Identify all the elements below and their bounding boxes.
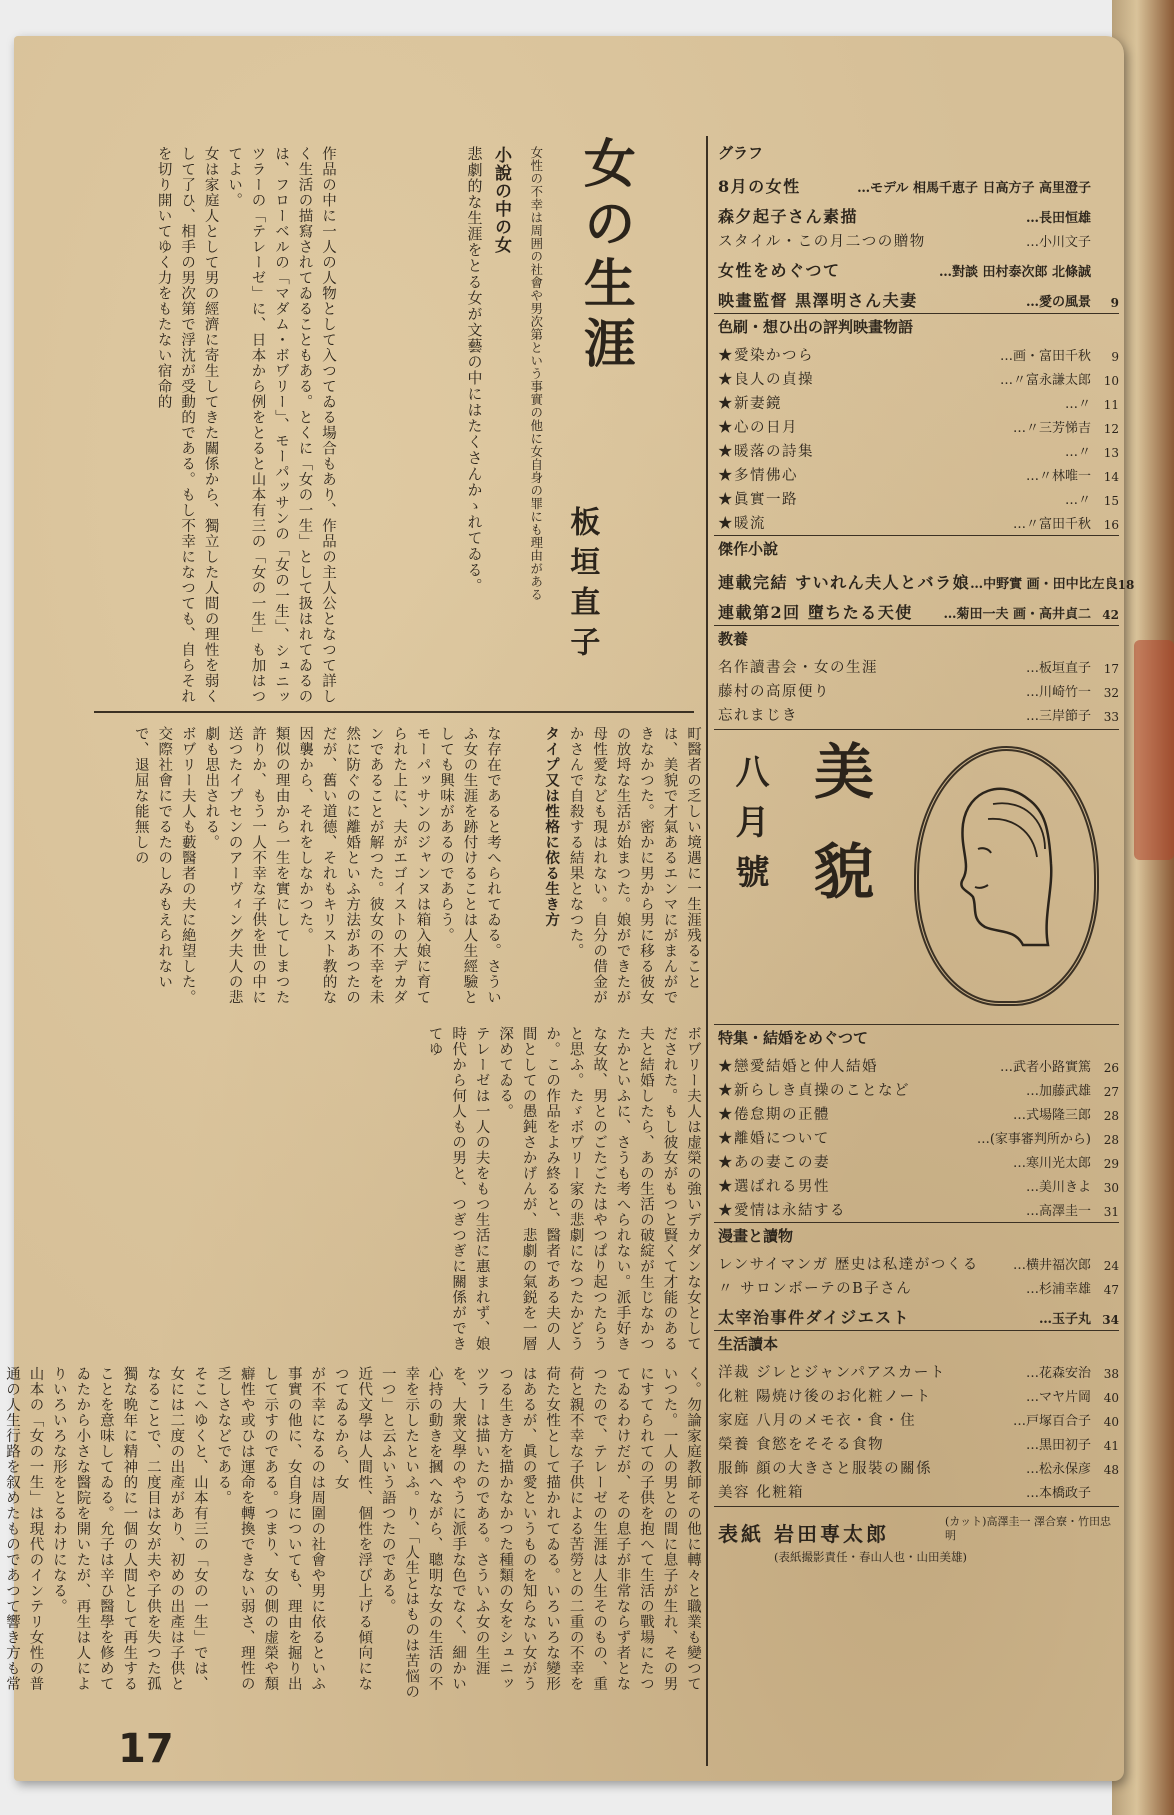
paragraph: 山本の「女の一生」は現代のインテリ女性の普通の人生行路を叙めたものであつて響き方も常 xyxy=(3,1366,44,1692)
paragraph: な存在であると考へられてゐる。さういふ女の生涯を跡付けることは人生經驗としても興味があるのであらう。 xyxy=(438,726,501,1005)
paragraph: く。勿論家庭教師その他に轉々と職業も變つていつた。一人の男との間に息子が生れ、その男にすてられての子供を抱へて生活の戰場にたつてゐるわけだが、その息子が非常ならず者となつたので、テレーゼの生涯は人生そのもの、重荷と親不幸な子供による苦勞との二重の不幸を荷た女性として描かれてゐる。いろいろな變形はあるが、眞の愛というものを知らない女がうつる生き方を描かなかつた種類の女をシュニッツラーは描いたのである。さういふ女の生涯を、大衆文學のやうに派手な色でなく、細かい心持の動きを摑へながら、聰明な女の生活の不幸を示したといふ。り、「人生とはものは苦悩の一つ」と云ふいう語つたのである。 xyxy=(379,1366,701,1700)
toc-row[interactable]: 8月の女性 …モデル 相馬千恵子 日高方子 高里澄子 xyxy=(718,177,1091,196)
paragraph: ボヷリー夫人も藪醫者の夫に絶望した。交際社會にでるたのしみもえられないで、退屈な能無しの xyxy=(132,726,196,1005)
article-title: 女の生涯 xyxy=(574,136,636,376)
paragraph: そこへゆくと、山本有三の「女の一生」では、女には二度の出產があり、初めの出產は子供となることで、二度目は女が夫や子供を失つた孤獨な晩年に精神的に一個の人間として再生することを意味してゐる。允子は辛ひ醫學を修めてゐたから小さな醫院を開いたが、再生は人によりいろいろな形をとるわけになる。 xyxy=(50,1366,208,1692)
woman-profile-icon xyxy=(933,769,1073,969)
table-of-contents xyxy=(714,136,1135,1564)
toc-row[interactable]: ★愛染かつら …画・富田千秋 9 xyxy=(718,347,1119,364)
article-section-heading-block xyxy=(344,146,514,706)
article-block-5 xyxy=(3,1366,704,1706)
section-heading: タイプ又は性格に依る生き方 xyxy=(543,726,561,928)
toc-section-culture xyxy=(714,625,1119,723)
toc-row[interactable]: 森夕起子さん素描 …長田恒雄 xyxy=(718,207,1091,226)
toc-row[interactable]: 服飾 顔の大きさと服裝の關係 …松永保彦 48 xyxy=(718,1460,1119,1477)
cameo-portrait-icon xyxy=(914,746,1099,1006)
editors-credit: (表紙撮影責任・春山人也・山田美雄) xyxy=(774,1549,967,1564)
toc-row[interactable]: 榮養 食慾をそそる食物 …黒田初子 41 xyxy=(718,1436,1119,1453)
magazine-title: 美貌 xyxy=(804,740,874,940)
toc-row[interactable]: ★戀愛結婚と仲人結婚 …武者小路實篤 26 xyxy=(718,1058,1119,1075)
toc-row[interactable]: 太宰治事件ダイジエスト …玉子丸 34 xyxy=(718,1308,1119,1327)
toc-row[interactable]: レンサイマンガ 歴史は私達がつくる …横井福次郎 24 xyxy=(718,1256,1119,1273)
toc-section-heading: 傑作小說 xyxy=(714,535,1119,561)
toc-row[interactable]: 化粧 陽焼け後のお化粧ノート …マヤ片岡 40 xyxy=(718,1388,1119,1405)
page-number: 17 xyxy=(118,1726,174,1772)
article-block-3 xyxy=(434,726,704,1016)
toc-row[interactable]: ★新妻鏡 …〃 11 xyxy=(718,395,1119,412)
toc-row[interactable]: 連載完結 すいれん夫人とバラ娘 …中野實 画・田中比左良 18 xyxy=(718,573,1135,592)
paragraph: が不幸になるのは周圍の社會や男に依るといふ事實の他に、女自身についても、理由を掘り出して示すのである。つまり、女の側の虚榮や頽癖性や或ひは運命を轉換できない弱さ、理性の乏しさなどである。 xyxy=(215,1366,326,1692)
toc-section-novels xyxy=(714,535,1135,622)
paragraph: 作品の中に一人の人物として入つてゐる場合もあり、作品の主人公となつて詳しく生活の描寫されてゐることもある。とくに「女の一生」として扱はれてゐるのは、フローベルの「マダム・ボヷリー」、モーパッサンの「女の一生」、シュニッツラーの「テレーゼ」に、日本から例をとると山本有三の「女の一生」も加はつてよい。 xyxy=(226,146,336,705)
article-subtitle: 女性の不幸は周囲の社會や男次第という事實の他に女自身の罪にも理由がある xyxy=(528,146,544,601)
toc-row[interactable]: スタイル・この月二つの贈物 …小川文子 xyxy=(718,233,1091,250)
article-author: 板垣直子 xyxy=(564,506,600,666)
toc-row[interactable]: ★心の日月 …〃三芳悌吉 12 xyxy=(718,419,1119,436)
toc-row[interactable]: 美容 化粧箱 …本橋政子 xyxy=(718,1484,1091,1501)
toc-row[interactable]: 女性をめぐつて …對談 田村泰次郎 北條誠 xyxy=(718,261,1091,280)
toc-section-heading: 漫畫と讀物 xyxy=(714,1222,1119,1248)
toc-section-heading: 生活讀本 xyxy=(714,1330,1119,1356)
toc-section-heading: 教養 xyxy=(714,625,1119,651)
toc-section-graph xyxy=(714,140,1119,309)
cover-extra: (カット)高澤圭一 澤合寮・竹田忠明 xyxy=(945,1515,1111,1543)
paragraph: モーパッサンのジャンヌは箱入娘に育てられた上に、夫がエゴイストの大デカダンであることが解つた。彼女の不幸を未然に防ぐのに離婚といふ方法があつたのだが、舊い道德、それもキリスト教的な因襲から、それをしなかつた。 xyxy=(297,726,431,1005)
toc-row[interactable]: ★暖流 …〃富田千秋 16 xyxy=(718,515,1119,532)
paragraph: 町醫者の乏しい境遇に一生涯残ることは、美貌で才氣あるエンマにがまんができなかつた。密かに男から男に移る彼女の放埒な生活が始まつた。娘ができたが母性愛なども現はれない。自分の借金がかさんで自殺する結果となつた。 xyxy=(567,726,701,1005)
toc-section-color-films xyxy=(714,313,1119,531)
toc-section-marriage xyxy=(714,1024,1119,1218)
toc-row[interactable]: ★あの妻この妻 …寒川光太郎 29 xyxy=(718,1154,1119,1171)
toc-section-manga xyxy=(714,1222,1119,1326)
cover-credit xyxy=(714,1506,1119,1544)
paragraph: テレーゼは一人の夫をもつ生活に惠まれず、娘時代から何人もの男と、つぎつぎに關係ができてゆ xyxy=(426,1026,490,1352)
toc-section-heading: 特集・結婚をめぐつて xyxy=(714,1024,1119,1050)
toc-row[interactable]: 映畫監督 黒澤明さん夫妻 …愛の風景 9 xyxy=(718,291,1119,310)
section-heading: 小說の中の女 xyxy=(491,146,511,254)
toc-section-lifestyle xyxy=(714,1330,1119,1500)
upper-rule xyxy=(94,711,694,713)
toc-row[interactable]: 連載第2回 墮ちたる天使 …菊田一夫 画・高井貞二 42 xyxy=(718,603,1119,622)
toc-row[interactable]: 忘れまじき …三岸節子 33 xyxy=(718,707,1119,724)
toc-section-heading: 色刷・想ひ出の評判映畫物語 xyxy=(714,313,1119,339)
toc-row[interactable]: ★多情佛心 …〃林唯一 14 xyxy=(718,467,1119,484)
paragraph: 類似の理由から一生を實にしてしまつた許りか、もう一人不幸な子供を世の中に送つたイプセンのアーヴィング夫人の悲劇も思出される。 xyxy=(203,726,290,1005)
paragraph: ボヷリー夫人は虚榮の強いデカダンな女としてだされた。もし彼女がもつと賢くて才能のある夫と結婚したら、あの生活の破綻が生じなかつたかといふに、さうも考へられない。派手好きな女故、男とのごたごたはやつぱり起つたらうと思ふ。たゞボヷリー家の悲劇になつたかどうか。この作品をよみ終ると、醫者である夫の人間としての愚鈍さかげんが、悲劇の氣鋭を一層深めてゐる。 xyxy=(497,1026,701,1352)
toc-row[interactable]: ★離婚について …(家事審判所から) 28 xyxy=(718,1130,1119,1147)
toc-row[interactable]: ★選ばれる男性 …美川きよ 30 xyxy=(718,1178,1119,1195)
issue-label: 八月號 xyxy=(729,754,769,904)
column-rule xyxy=(706,136,708,1766)
article-block-1 xyxy=(99,146,339,706)
toc-row[interactable]: 〃 サロンボーテのB子さん …杉浦幸雄 47 xyxy=(718,1280,1119,1297)
toc-row[interactable]: ★新らしき貞操のことなど …加藤武雄 27 xyxy=(718,1082,1119,1099)
toc-section-heading: グラフ xyxy=(718,144,764,162)
magazine-page xyxy=(3,36,1135,1781)
toc-row[interactable]: ★倦怠期の正體 …式場隆三郎 28 xyxy=(718,1106,1119,1123)
paragraph: 近代文學は人間性、個性を浮び上げる傾向になつてゐるから、女 xyxy=(332,1366,373,1692)
toc-row[interactable]: 藤村の高原便り …川崎竹一 32 xyxy=(718,683,1119,700)
toc-row[interactable]: ★眞實一路 …〃 15 xyxy=(718,491,1119,508)
masthead xyxy=(714,729,1119,1020)
toc-row[interactable]: ★愛情は永結する …高澤圭一 31 xyxy=(718,1202,1119,1219)
article-block-4 xyxy=(104,1026,704,1356)
paragraph: 悲劇的な生涯をとる女が文藝の中にはたくさんかゝれてゐる。 xyxy=(465,146,484,594)
toc-row[interactable]: 洋裁 ジレとジャンパアスカート …花森安治 38 xyxy=(718,1364,1119,1381)
toc-row[interactable]: 名作讀書会・女の生涯 …板垣直子 17 xyxy=(718,659,1119,676)
toc-row[interactable]: ★良人の貞操 …〃富永謙太郎 10 xyxy=(718,371,1119,388)
paragraph: 女は家庭人として男の經濟に寄生してきた關係から、獨立した人間の理性を弱くして了ひ、相手の男次第で浮沈が受動的である。もし不幸になつても、自らそれを切り開いてゆく力をもたない宿命的 xyxy=(155,146,219,704)
toc-row[interactable]: ★暖落の詩集 …〃 13 xyxy=(718,443,1119,460)
cover-label: 表紙 岩田専太郎 xyxy=(718,1521,889,1546)
toc-row[interactable]: 家庭 八月のメモ衣・食・住 …戸塚百合子 40 xyxy=(718,1412,1119,1429)
